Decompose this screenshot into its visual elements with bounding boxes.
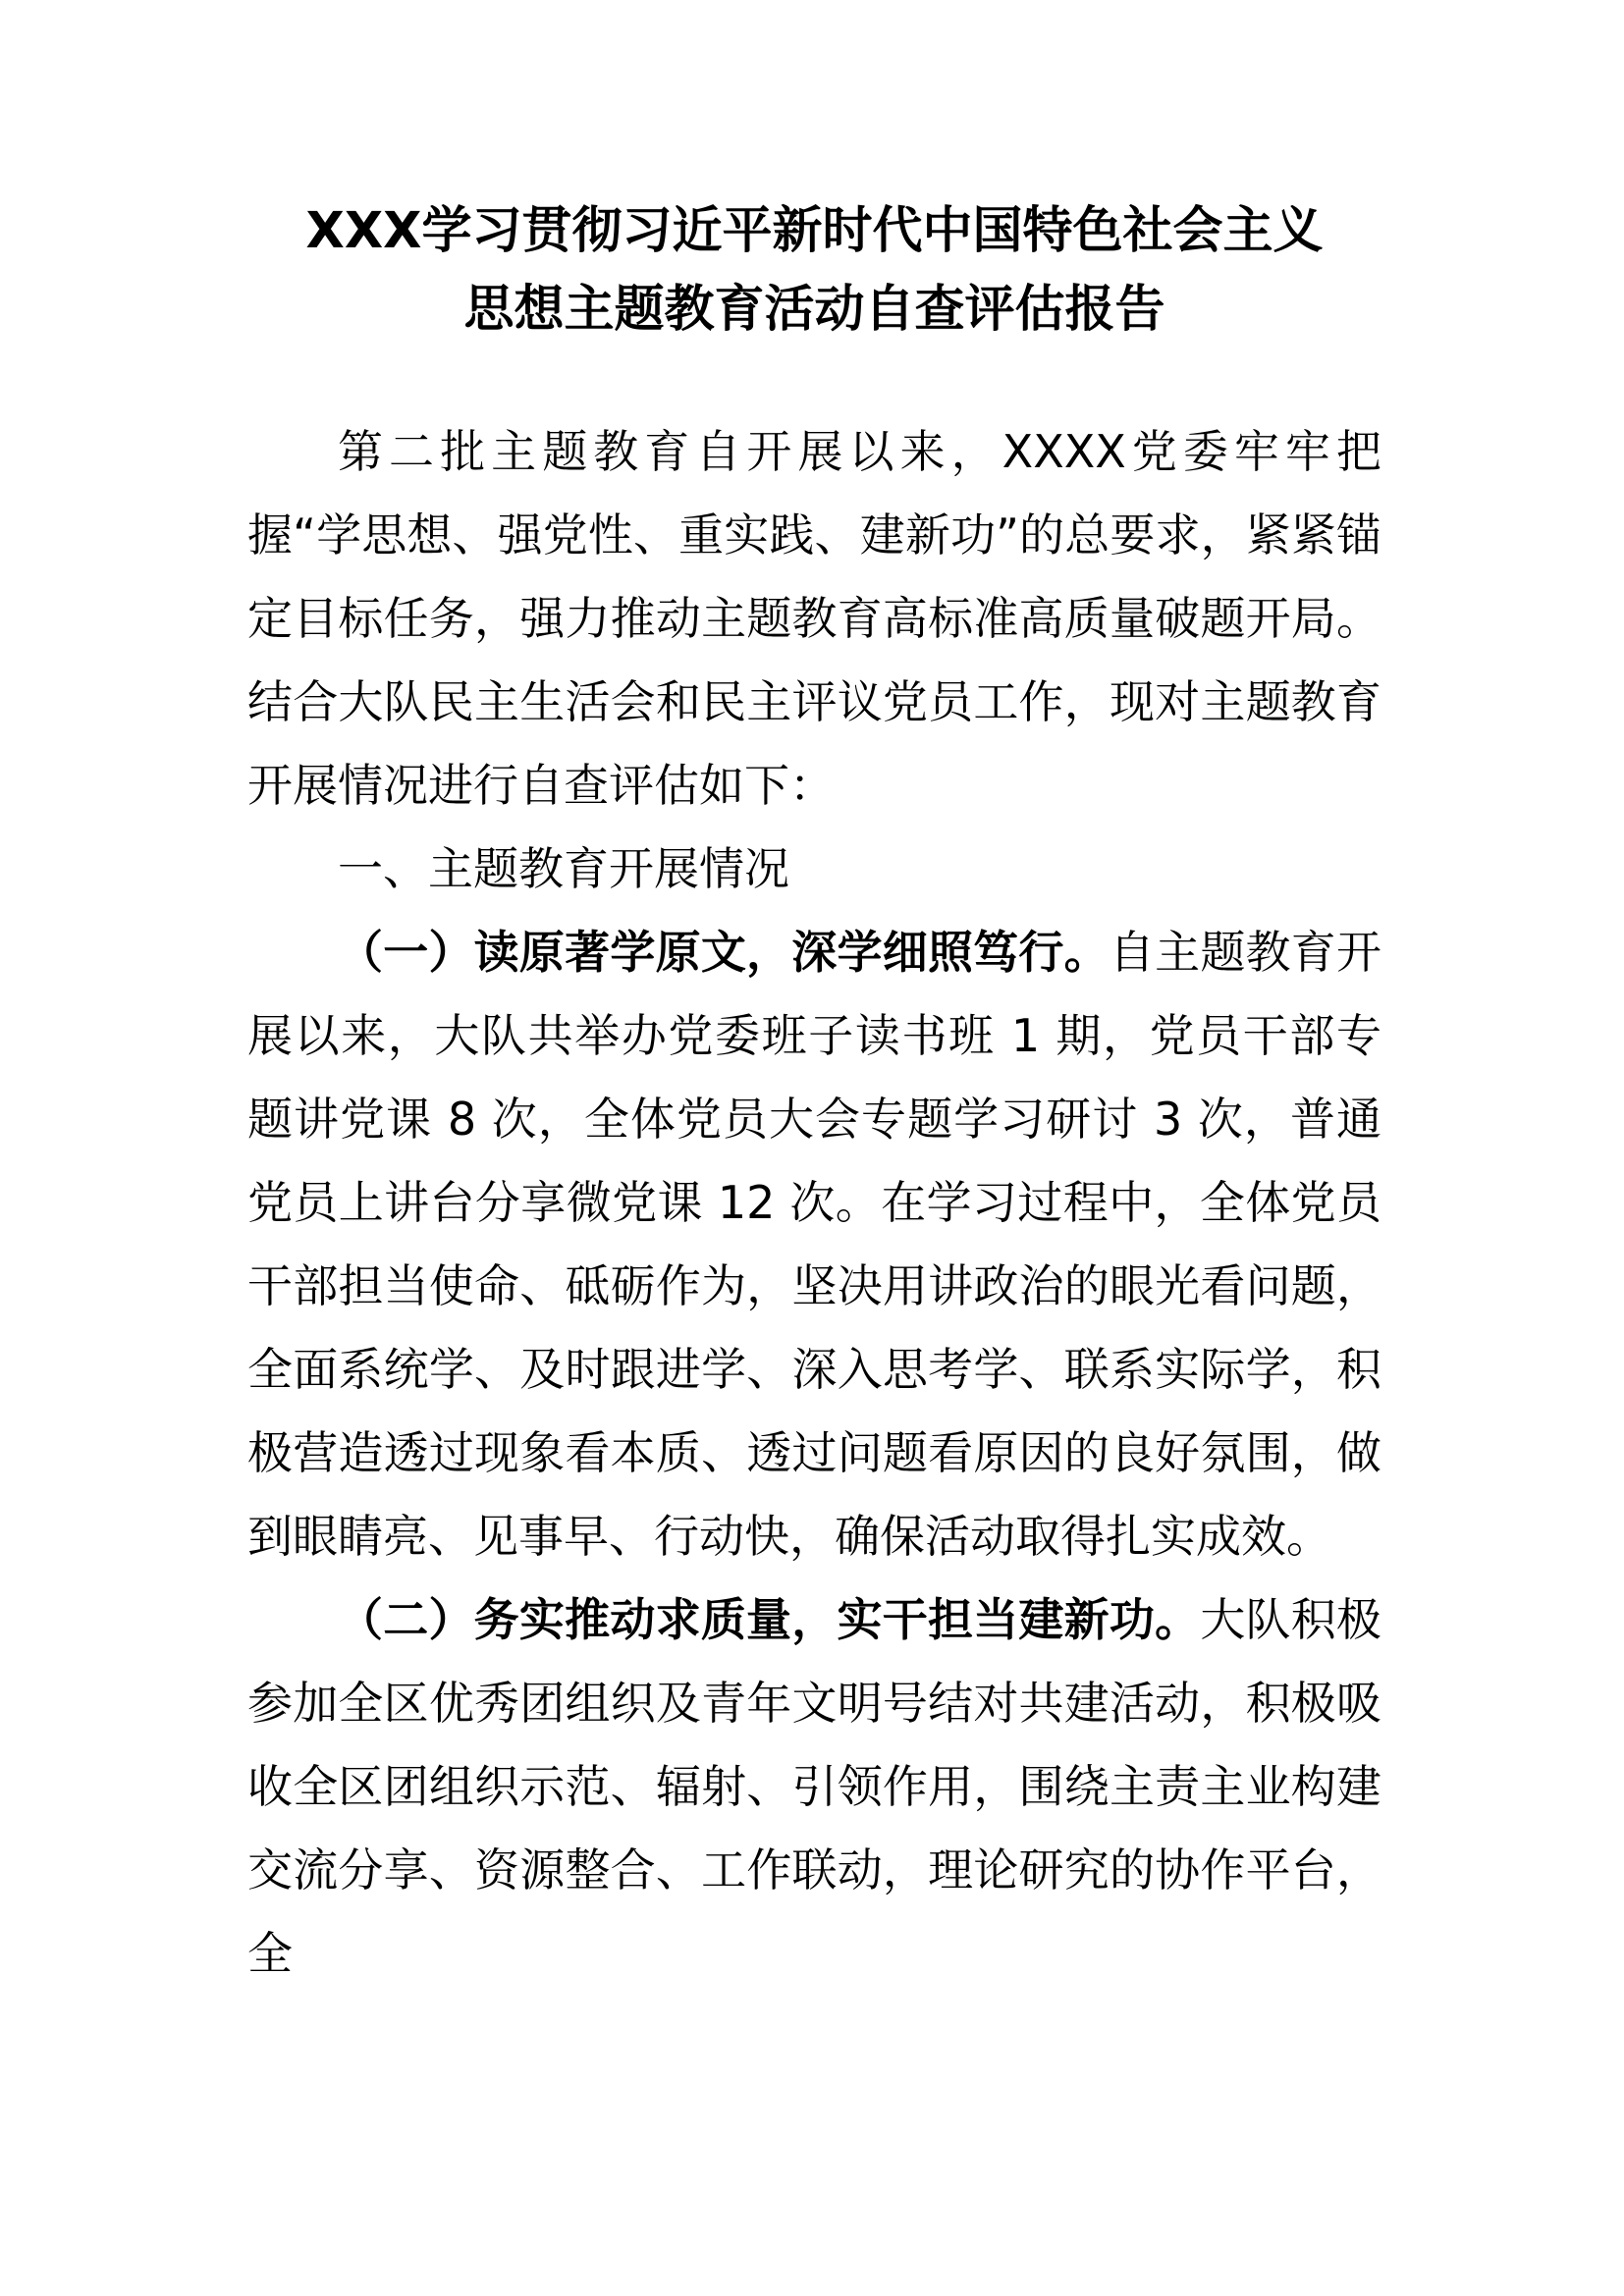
- document-content: [247, 0, 1381, 1996]
- paragraph-intro: 第二批主题教育自开展以来，XXXX党委牢牢把握“学思想、强党性、重实践、建新功”的总要求，紧紧锚定目标任务，强力推动主题教育高标准高质量破题开局。结合大队民主生活会和民主评议党员工作，现对主题教育开展情况进行自查评估如下：: [247, 425, 1381, 812]
- page-title-line-1: XXX学习贯彻习近平新时代中国特色社会主义: [305, 202, 1324, 260]
- paragraph-item-1-text: 自主题教育开展以来，大队共举办党委班子读书班 1 期，党员干部专题讲党课 8 次，全体党员大会专题学习研讨 3 次，普通党员上讲台分享微党课 12 次。在学习过程中，全体党员干部担当使命、砥砺作为，坚决用讲政治的眼光看问题，全面系统学、及时跟进学、深入思考学、联系实际学，积极营造透过现象看本质、透过问题看原因的良好氛围，做到眼睛亮、见事早、行动快，确保活动取得扎实成效。: [247, 926, 1382, 1563]
- paragraph-item-2-lead: （二）务实推动求质量，实干担当建新功。: [338, 1593, 1201, 1646]
- page-title-line-2: 思想主题教育活动自查评估报告: [463, 281, 1165, 339]
- paragraph-item-1: [247, 911, 1381, 1578]
- paragraph-item-2: [247, 1578, 1381, 1996]
- paragraph-item-2-text: 大队积极参加全区优秀团组织及青年文明号结对共建活动，积极吸收全区团组织示范、辐射、引领作用，围绕主责主业构建交流分享、资源整合、工作联动，理论研究的协作平台，全: [247, 1593, 1382, 1980]
- section-heading-1: 一、主题教育开展情况: [338, 842, 789, 895]
- paragraph-item-1-lead: （一）读原著学原文，深学细照笃行。: [338, 926, 1110, 979]
- document-body: [247, 410, 1381, 1996]
- page-title: [247, 0, 1381, 349]
